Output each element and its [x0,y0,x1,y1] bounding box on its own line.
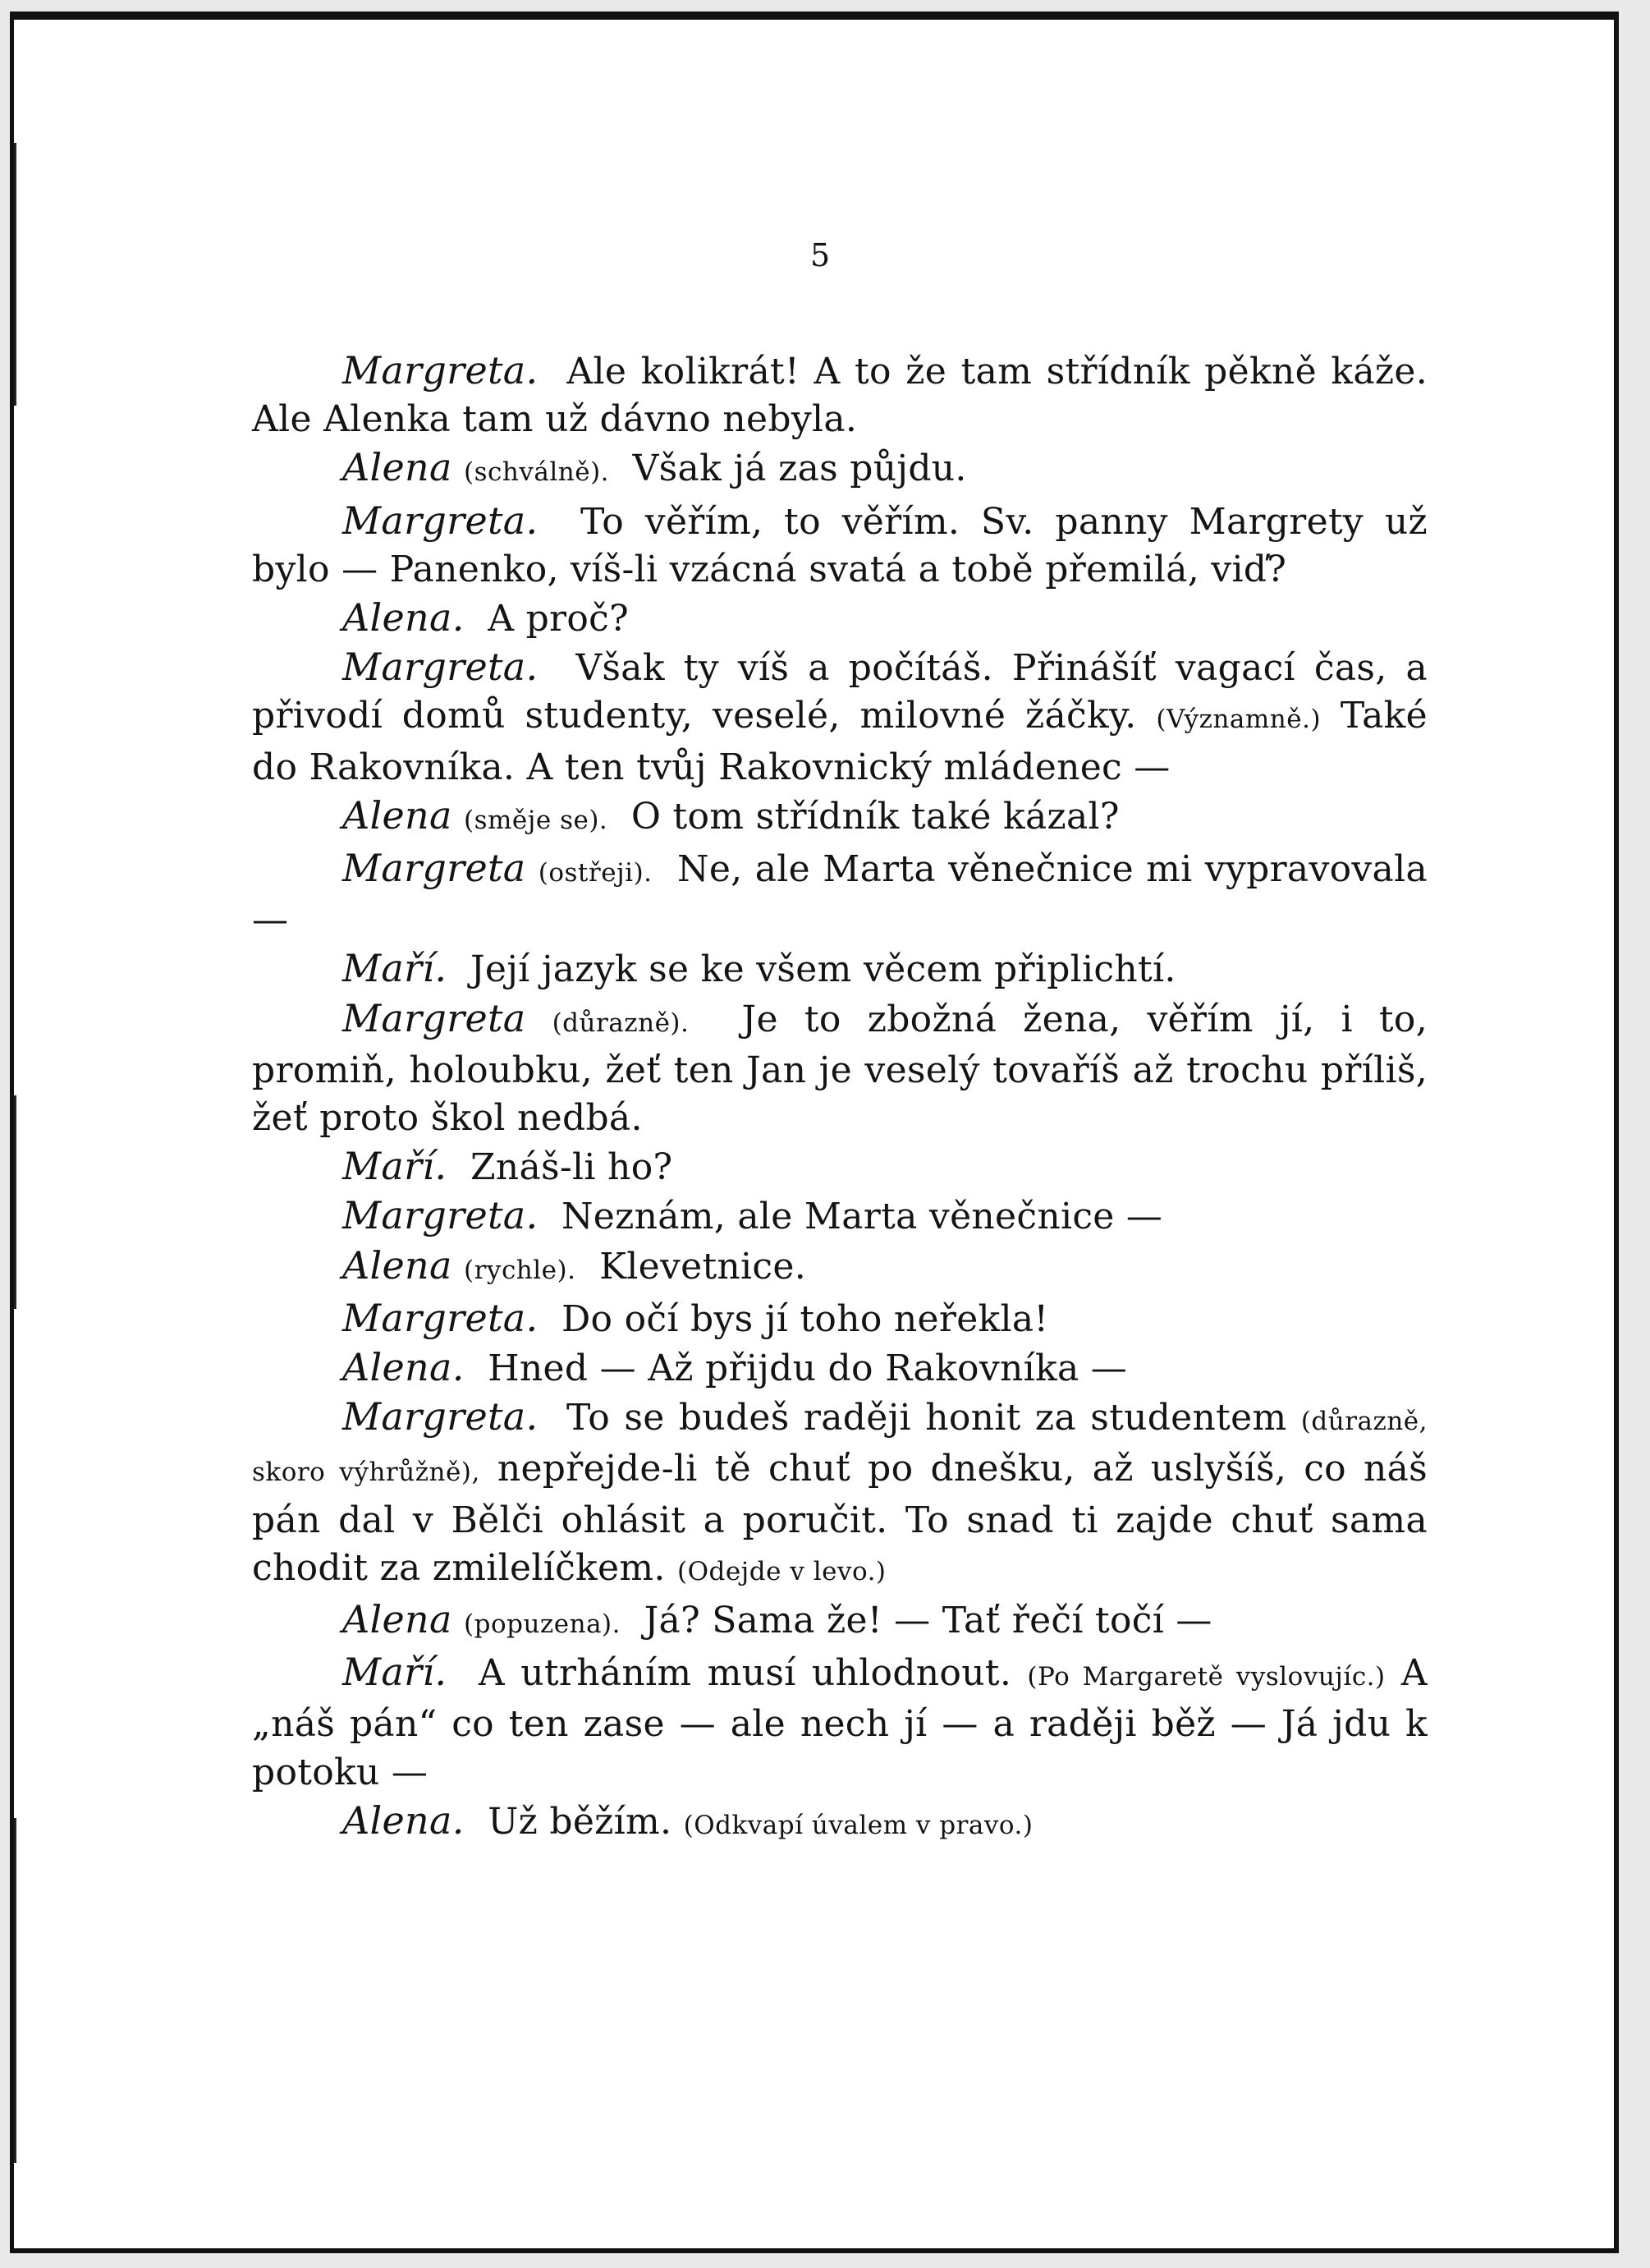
dialogue-text: A „náš pán“ co ten zase — ale nech jí — a raději běž — Já jdu k potoku — [252,1652,1428,1793]
dialogue-paragraph [252,497,1428,594]
binding-edge-mark [14,1095,16,1309]
dialogue-text: Neznám, ale Marta věnečnice — [561,1196,1163,1238]
speaker-name: Margreta. [342,348,539,393]
dialogue-paragraph [252,1242,1428,1294]
dialogue-paragraph [252,944,1428,994]
speaker-name: Maří. [342,1144,447,1189]
dialogue-text: A proč? [488,598,630,640]
dialogue-text: Hned — Až přijdu do Rakovníka — [488,1347,1128,1390]
speaker-name: Alena [342,1597,452,1642]
dialogue-paragraph [252,1343,1428,1393]
dialogue-paragraph [252,994,1428,1143]
binding-edge-mark [14,143,16,406]
speaker-name: Alena. [342,595,465,640]
stage-direction: (důrazně, skoro výhrůžně), [252,1407,1428,1488]
speaker-name: Alena [342,445,452,490]
dialogue-text: Však já zas půjdu. [632,448,967,490]
stage-direction: (schválně). [464,457,610,488]
stage-direction: (Odejde v levo.) [676,1556,887,1586]
dialogue-paragraph [252,1191,1428,1241]
speaker-name: Margreta. [342,498,539,543]
dialogue-paragraph [252,443,1428,496]
dialogue-text: Já? Sama že! — Tať řečí točí — [644,1600,1212,1642]
dialogue-paragraph [252,1393,1428,1595]
speaker-name: Margreta. [342,1295,539,1340]
dialogue-paragraph [252,1294,1428,1343]
dialogue-text: A utrháním musí uhlodnout. [478,1652,1012,1695]
dialogue-paragraph [252,347,1428,443]
stage-direction: (důrazně). [552,1008,690,1038]
dialogue-text: nepřejde-li tě chuť po dnešku, až uslyšíš, co náš pán dal v Bělči ohlásit a poručit. To snad ti zajde chuť sama chodit za zmilelíčkem. [252,1448,1428,1589]
dialogue-text: Je to zbožná žena, věřím jí, i to, promiň, holoubku, žeť ten Jan je veselý tovaříš až trochu příliš, žeť proto škol nedbá. [252,998,1428,1140]
dialogue-text: Už běžím. [488,1800,672,1843]
dialogue-text: To věřím, to věřím. Sv. panny Margrety už bylo — Panenko, víš-li vzácná svatá a tobě přemilá, viď? [252,500,1428,590]
dialogue-paragraph [252,1797,1428,1849]
stage-direction: (směje se). [464,805,608,835]
speaker-name: Margreta. [342,1193,539,1238]
speaker-name: Margreta. [342,1394,539,1439]
dialogue-text: Do očí bys jí toho neřekla! [561,1297,1049,1340]
stage-direction: (Odkvapí úvalem v pravo.) [683,1810,1034,1840]
dialogue-paragraph [252,1142,1428,1191]
dialogue-paragraph [252,1595,1428,1648]
dialogue-text: Ne, ale Marta věnečnice mi vypravovala — [252,848,1428,942]
dialogue-paragraph [252,643,1428,792]
speaker-name: Alena [342,1242,452,1288]
speaker-name: Maří. [342,946,447,991]
speaker-name: Margreta. [342,645,539,690]
binding-edge-mark [14,1818,16,2163]
speaker-name: Margreta [342,995,526,1040]
dialogue-text: Ale kolikrát! A to že tam střídník pěkně káže. Ale Alenka tam už dávno nebyla. [252,351,1428,441]
stage-direction: (popuzena). [464,1609,621,1640]
dialogue-text: Však ty víš a počítáš. Přinášíť vagací čas, a přivodí domů studenty, veselé, milovné žáčky. [252,647,1428,737]
dialogue-text: Klevetnice. [599,1245,807,1288]
dialogue-paragraph [252,594,1428,643]
dialogue-paragraph [252,844,1428,944]
speaker-name: Alena. [342,1797,465,1843]
dialogue-text: To se budeš raději honit za studentem [566,1397,1287,1439]
speaker-name: Margreta [342,846,526,891]
dialogue-paragraph [252,792,1428,844]
speaker-name: Alena. [342,1345,465,1390]
speaker-name: Maří. [342,1650,447,1695]
page-number: 5 [810,237,831,273]
stage-direction: (ostřeji). [538,858,653,888]
stage-direction: (Po Margaretě vyslovujíc.) [1027,1662,1386,1692]
dialogue-text: O tom střídník také kázal? [630,795,1120,838]
stage-direction: (Významně.) [1156,705,1322,735]
speaker-name: Alena [342,792,452,838]
dialogue-text: Také do Rakovníka. A ten tvůj Rakovnický mládenec — [252,695,1428,788]
dialogue-text: Její jazyk se ke všem věcem připlichtí. [470,948,1176,991]
stage-direction: (rychle). [464,1255,576,1285]
dialogue-text: Znáš-li ho? [470,1146,673,1189]
play-text [252,347,1428,1849]
dialogue-paragraph [252,1648,1428,1797]
book-page [10,11,1619,2253]
